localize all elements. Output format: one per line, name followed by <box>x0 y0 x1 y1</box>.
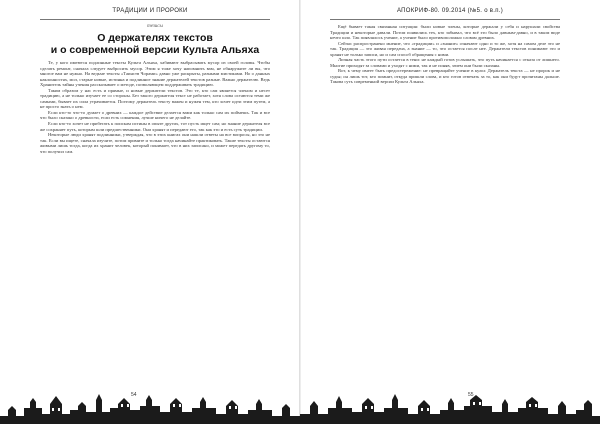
right-header-rule <box>330 19 560 20</box>
right-running-head: АПОКРИФ-80. 09.2014 (№5. о в.п.) <box>396 8 504 14</box>
left-page-number: 54 <box>131 392 137 398</box>
left-column <box>40 24 270 154</box>
article-title-line2: и о современной версии Культа Альяха <box>50 44 260 56</box>
right-paragraph: Ещё бывает такая связанная ситуация: были новые члены, которые держали у себя и нарушали свойства Традиции и некоторые давали. Потом появились тех, кто забывал, что всё это было давным-давно, и в таком виде нечто шло. Так появлялось учение, а учение было противоположно словам древних. <box>330 24 560 41</box>
left-running-head: ТРАДИЦИИ И ПРОРОКИ <box>112 8 188 14</box>
section-tag: тезисы <box>147 24 163 29</box>
left-paragraph: Те, у кого имеются подлинные тексты Культа Альяха, хабивают выбрасывать мусор из своей головы. Чтобы сделать ремонт, сначала следует выбросить мусор. Этим я тоже хочу напомнить вам, не обнаружите ли вы, что многое вам не нужно. На ведьме тексты «Таинств Чорами» давно уже раскрыты, разными мистиками. Но о данных наклонностях, мол, старые новые, истинна и подлинное знание держателей текстов разные. Важно держателю. Ведь Хранитель тайны учения рассказывает о методе, позволяющем поддерживать традицию. <box>40 60 270 88</box>
right-page <box>300 0 600 424</box>
left-skyline-illustration <box>0 386 300 424</box>
left-paragraph: Некоторые люди хранят подлинники, утверждая, что в этих книгах они нашли ответы на все вопросы, но это не так. Если вы ищете, сначала изучите, потом примите и только тогда начинайте практиковать. Такие тексты остаются живыми лишь тогда, когда их хранит человек, который понимает, что в них записано, и может передать другому то, что получил сам. <box>40 132 270 154</box>
right-paragraph: Сейчас распространено мнение, что «традиции» и «знание» означают одно и то же, хотя на самом деле это не так. Традиция — это живая передача, а знание — то, что остается после нее. Держатели текстов понимают это и хранят не только записи, но и сам способ обращения с ними. <box>330 40 560 57</box>
right-paragraph: Личная часть этого пути остается в тени: не каждый готов услышать, что путь начинается с отказа от лишнего. Многие приходят за словами и уходят с ними, так и не поняв, зачем они были сказаны. <box>330 57 560 68</box>
left-header-rule <box>40 19 270 20</box>
right-skyline-illustration <box>300 386 600 424</box>
left-body-text <box>40 60 270 154</box>
left-paragraph: Если кто-то что-то думает о древних — каждое действие делается вами как только сам их поймешь. Так и все что было сказано о древности, если есть сомнения, лучше ничего не делайте. <box>40 109 270 121</box>
right-body-text <box>330 24 560 85</box>
right-page-number: 55 <box>468 392 474 398</box>
right-column <box>330 24 560 85</box>
left-paragraph: Таким образом у нас есть и прямые, и новые держатели текстов. Это те, кто сам является членом и несет традицию, а не только изучает ее со стороны. Без такого держателя текст не работает, хотя слова остаются теми же самыми, бывает их сила утрачивается. Поэтому держатель тексту важен и нужен тем, кто хочет идти этим путем, а не просто знать о нем. <box>40 87 270 110</box>
right-paragraph: Вот, к чему имеет быть предостережение: не превращайте учение в культ. Держатель текста — не пророк и не судья; он лишь тот, кто помнит, откуда пришли слова, и кто готов отвечать за то, как они будут прочитаны дальше. Такова суть современной версии Культа Альяха. <box>330 68 560 85</box>
left-paragraph: Если кто-то хочет не прибегать к поискам истины в опыте других, тот пусть ищет сам; но знание держателя все же сохраняет путь, которым шли предшественники. Они хранят и передают его, так как это и есть суть традиции. <box>40 121 270 132</box>
article-title-line1: О держателях текстов <box>97 32 213 44</box>
article-title <box>40 32 270 56</box>
